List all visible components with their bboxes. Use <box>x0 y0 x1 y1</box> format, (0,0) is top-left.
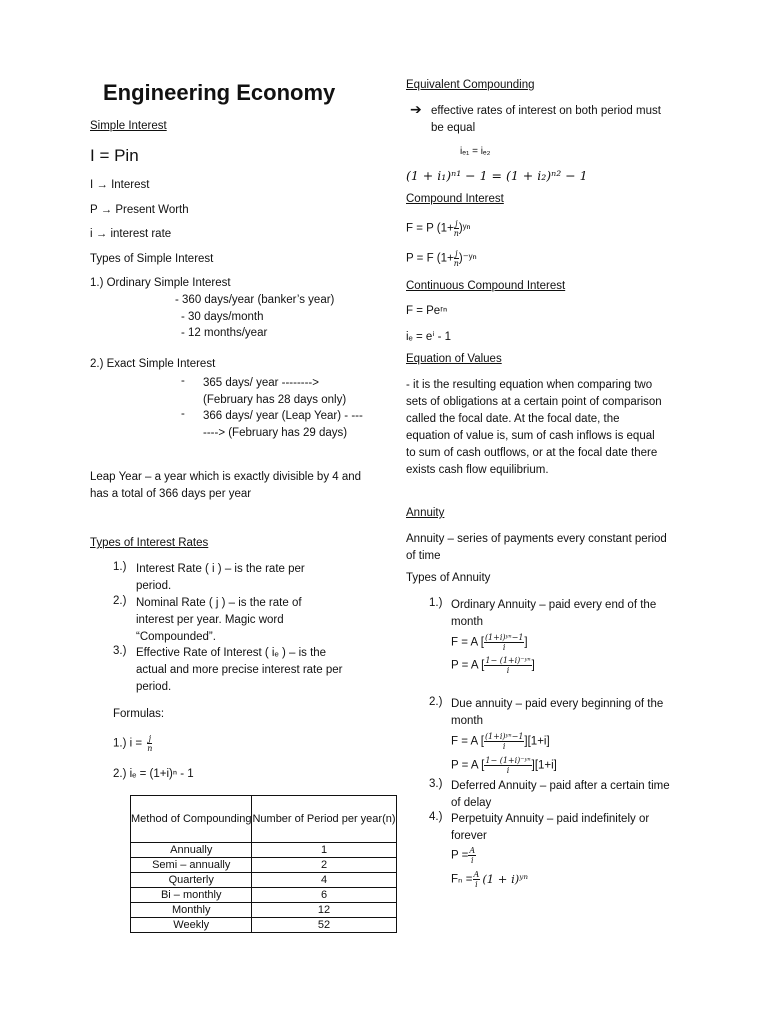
equivalent-compounding-heading: Equivalent Compounding <box>406 79 535 91</box>
table-row: Annually 1 <box>131 843 397 858</box>
perpetuity-future-formula: Fₙ = $\frac{A}{i}$ (1 + i)ʸⁿ <box>451 870 528 889</box>
annuity-heading: Annuity <box>406 507 445 519</box>
leap-year-definition: Leap Year – a year which is exactly divisible by 4 and has a total of 366 days per year <box>90 471 362 500</box>
table-row: Monthly 12 <box>131 903 397 918</box>
types-interest-rates-heading: Types of Interest Rates <box>90 537 209 549</box>
perpetuity-present-formula: P = $\frac{A}{i}$ <box>451 846 476 865</box>
continuous-future-formula: F = Peʳⁿ <box>406 305 448 317</box>
definition-present-worth: P → Present Worth <box>90 204 189 216</box>
rate-2-number: 2.) <box>113 595 127 607</box>
compound-interest-heading: Compound Interest <box>406 193 504 205</box>
arrow-right-icon: ➔ <box>410 101 422 117</box>
ordinary-annuity-present-formula: P = A [ $\frac{\text{1− (1+i)⁻ʸⁿ}}{i}$ ] <box>451 656 535 675</box>
table-row: Bi – monthly 6 <box>131 888 397 903</box>
effective-rate-definition: Effective Rate of Interest ( iₑ ) – is the actual and more precise interest rate per period. <box>136 647 343 693</box>
table-row: Quarterly 4 <box>131 873 397 888</box>
ordinary-simple-interest: 1.) Ordinary Simple Interest <box>90 277 231 289</box>
ordinary-annuity: Ordinary Annuity – paid every end of the month <box>451 599 657 628</box>
ordinary-detail-1: - 360 days/year (banker’s year) <box>175 294 335 306</box>
compound-future-formula: F = P (1+ $\frac{j}{n}$ )ʸⁿ <box>406 219 471 238</box>
table-row: Weekly 52 <box>131 918 397 933</box>
interest-rate-definition: Interest Rate ( i ) – is the rate per period. <box>136 563 305 592</box>
nominal-rate-definition: Nominal Rate ( j ) – is the rate of interest per year. Magic word “Compounded”. <box>136 597 302 643</box>
annuity-3-number: 3.) <box>429 778 443 790</box>
simple-interest-formula: I = Pin <box>90 146 139 165</box>
equivalent-compounding-text: effective rates of interest on both period must be equal <box>431 105 661 134</box>
formula-1: 1.) i = $\frac{j}{n}$ <box>113 734 153 753</box>
equivalent-rates-equation: iₑ₁ = iₑ₂ <box>460 146 491 157</box>
perpetuity-annuity: Perpetuity Annuity – paid indefinitely or forever <box>451 813 650 842</box>
bullet-dash: - <box>181 375 185 387</box>
formula-2: 2.) iₑ = (1+i)ⁿ - 1 <box>113 768 194 780</box>
table-row: Semi – annually 2 <box>131 858 397 873</box>
definition-interest-rate: i → interest rate <box>90 228 172 240</box>
simple-interest-heading: Simple Interest <box>90 120 167 132</box>
due-annuity-future-formula: F = A [ $\frac{\text{(1+i)ʸⁿ−1}}{i}$ ][1+i] <box>451 732 550 751</box>
equation-of-values-heading: Equation of Values <box>406 353 502 365</box>
table-header-periods: Number of Period per year(n) <box>252 796 396 843</box>
equivalent-compounding-formula: (1 + i₁)ⁿ¹ − 1 = (1 + i₂)ⁿ² − 1 <box>406 168 588 183</box>
page-title: Engineering Economy <box>103 80 336 105</box>
ordinary-detail-2: - 30 days/month <box>181 311 264 323</box>
rate-3-number: 3.) <box>113 645 127 657</box>
continuous-compound-heading: Continuous Compound Interest <box>406 280 566 292</box>
annuity-definition: Annuity – series of payments every constant period of time <box>406 533 667 562</box>
ordinary-annuity-future-formula: F = A [ $\frac{\text{(1+i)ʸⁿ−1}}{i}$ ] <box>451 633 528 652</box>
continuous-effective-formula: iₑ = eⁱ - 1 <box>406 331 452 343</box>
formulas-heading: Formulas: <box>113 708 165 720</box>
annuity-4-number: 4.) <box>429 811 443 823</box>
annuity-1-number: 1.) <box>429 597 443 609</box>
rate-1-number: 1.) <box>113 561 127 573</box>
definition-interest: I → Interest <box>90 179 150 191</box>
deferred-annuity: Deferred Annuity – paid after a certain time of delay <box>451 780 670 809</box>
types-of-annuity-heading: Types of Annuity <box>406 572 491 584</box>
exact-detail-2: 366 days/ year (Leap Year) - -------> (February has 29 days) <box>203 410 363 439</box>
exact-simple-interest: 2.) Exact Simple Interest <box>90 358 216 370</box>
ordinary-detail-3: - 12 months/year <box>181 327 268 339</box>
equation-of-values-text: - it is the resulting equation when comparing two sets of obligations at a certain point of comparison called the focal date. At the focal date, the equation of value is, sum of cash inflows is equal to sum of cash outflows, or at the focal date there exists cash flow equilibrium. <box>406 379 662 476</box>
compound-present-formula: P = F (1+ $\frac{j}{n}$ )⁻ʸⁿ <box>406 249 477 268</box>
bullet-dash: - <box>181 408 185 420</box>
exact-detail-1: 365 days/ year --------> (February has 28 days only) <box>203 377 347 406</box>
due-annuity-present-formula: P = A [ $\frac{\text{1− (1+i)⁻ʸⁿ}}{i}$ ][1+i] <box>451 756 557 775</box>
types-simple-interest-heading: Types of Simple Interest <box>90 253 214 265</box>
table-header-method: Method of Compounding <box>131 796 252 843</box>
annuity-2-number: 2.) <box>429 696 443 708</box>
compounding-table <box>130 795 397 933</box>
due-annuity: Due annuity – paid every beginning of the month <box>451 698 664 727</box>
